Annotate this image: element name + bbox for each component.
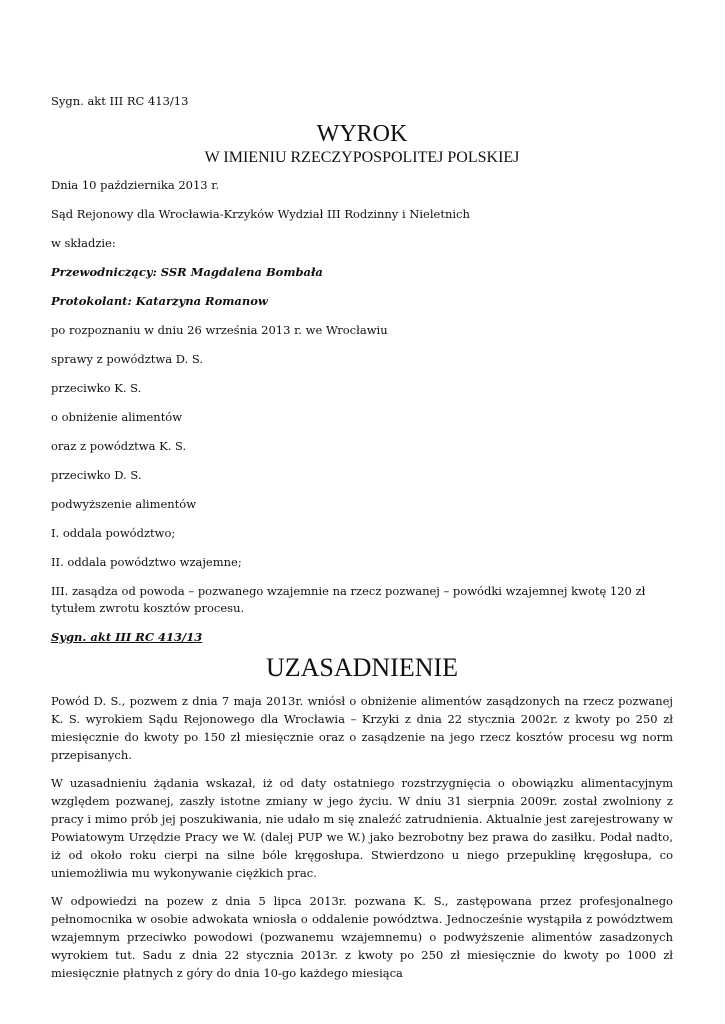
justification-paragraph: Powód D. S., pozwem z dnia 7 maja 2013r. wniósł o obniżenie alimentów zasądzonych na rzecz pozwanej K. S. wyrokiem Sądu Rejonowego dla Wrocławia – Krzyki z dnia 22 stycznia 2002r. z kwoty po 250 zł miesięcznie do kwoty po 150 zł miesięcznie oraz o zasądzenie na jego rzecz kosztów procesu wg norm przepisanych.	[51, 694, 673, 762]
case-reference: Sygn. akt III RC 413/13	[51, 94, 189, 108]
presiding-judge: Przewodniczący: SSR Magdalena Bombała	[51, 265, 323, 279]
verdict-title: WYROK	[316, 121, 408, 147]
court-clerk: Protokolant: Katarzyna Romanow	[51, 294, 268, 308]
counterclaim-against: przeciwko D. S.	[51, 468, 142, 482]
justification-title: UZASADNIENIE	[265, 653, 459, 682]
document-page	[51, 93, 673, 982]
justification-case-reference: Sygn. akt III RC 413/13	[51, 630, 203, 644]
composition-label: w składzie:	[51, 236, 116, 250]
ruling-point-3: III. zasądza od powoda – pozwanego wzajemnie na rzecz pozwanej – powódki wzajemnej kwotę 120 zł tytułem zwrotu kosztów procesu.	[51, 584, 646, 615]
claim-by: sprawy z powództwa D. S.	[51, 352, 204, 366]
counterclaim-by: oraz z powództwa K. S.	[51, 439, 187, 453]
ruling-point-1: I. oddala powództwo;	[51, 526, 176, 540]
ruling-point-2: II. oddala powództwo wzajemne;	[51, 555, 242, 569]
claim-against: przeciwko K. S.	[51, 381, 142, 395]
verdict-date: Dnia 10 października 2013 r.	[51, 178, 220, 192]
justification-paragraph: W uzasadnieniu żądania wskazał, iż od daty ostatniego rozstrzygnięcia o obowiązku alimentacyjnym względem pozwanej, zaszły istotne zmiany w jego życiu. W dniu 31 sierpnia 2009r. został zwolniony z pracy i mimo prób jej poszukiwania, nie udało m się znaleźć zatrudnienia. Aktualnie jest zarejestrowany w Powiatowym Urzędzie Pracy we W. (dalej PUP we W.) jako bezrobotny bez prawa do zasiłku. Podał nadto, iż od około roku cierpi na silne bóle kręgosłupa. Stwierdzono u niego przepuklinę kręgosłupa, co uniemożliwia mu wykonywanie ciężkich prac.	[51, 776, 673, 880]
hearing-date: po rozpoznaniu w dniu 26 września 2013 r. we Wrocławiu	[51, 323, 388, 337]
counterclaim-subject: podwyższenie alimentów	[51, 497, 197, 511]
court-name: Sąd Rejonowy dla Wrocławia-Krzyków Wydział III Rodzinny i Nieletnich	[51, 207, 470, 221]
justification-paragraph: W odpowiedzi na pozew z dnia 5 lipca 2013r. pozwana K. S., zastępowana przez profesjonalnego pełnomocnika w osobie adwokata wniosła o oddalenie powództwa. Jednocześnie wystąpiła z powództwem wzajemnym przeciwko powodowi (pozwanemu wzajemnemu) o podwyższenie alimentów zasadzonych wyrokiem tut. Sadu z dnia 22 stycznia 2013r. z kwoty po 250 zł miesięcznie do kwoty po 1000 zł miesięcznie płatnych z góry do dnia 10-go każdego miesiąca	[51, 894, 673, 980]
verdict-subtitle: W IMIENIU RZECZYPOSPOLITEJ POLSKIEJ	[204, 149, 520, 166]
claim-subject: o obniżenie alimentów	[51, 410, 183, 424]
